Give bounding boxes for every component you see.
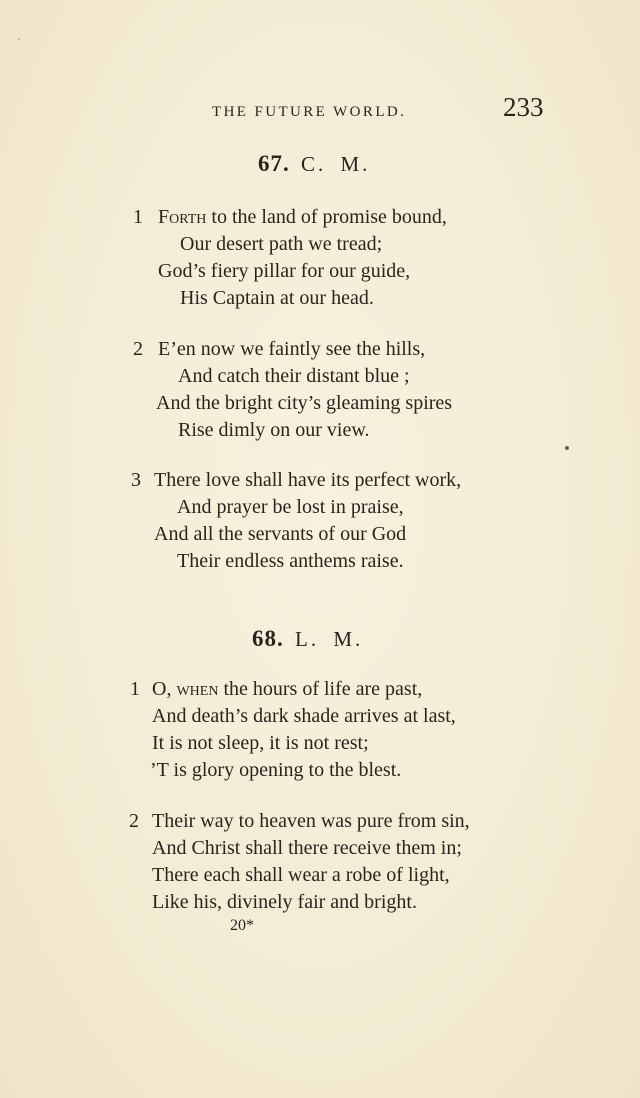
verse-line: And prayer be lost in praise, bbox=[177, 496, 404, 518]
hymn-68-heading bbox=[252, 626, 363, 652]
verse-line: His Captain at our head. bbox=[180, 287, 374, 309]
verse-line: E’en now we faintly see the hills, bbox=[158, 338, 426, 360]
verse-line: ’T is glory opening to the blest. bbox=[150, 759, 402, 781]
stanza-number: 2 bbox=[129, 810, 139, 832]
verse-line: Rise dimly on our view. bbox=[178, 419, 370, 441]
hymn-meter: C. M. bbox=[301, 152, 371, 176]
hymn-67-heading bbox=[258, 151, 370, 177]
verse-line: And the bright city’s gleaming spires bbox=[156, 392, 453, 414]
signature-mark: 20* bbox=[230, 917, 254, 934]
hymn-meter: L. M. bbox=[295, 627, 364, 651]
stanza-number: 1 bbox=[133, 206, 143, 228]
stanza-number: 3 bbox=[131, 469, 141, 491]
hymn-number: 68. bbox=[252, 626, 284, 651]
ink-speck bbox=[565, 446, 569, 450]
verse-first-word: Forth bbox=[158, 206, 207, 228]
verse-line: There each shall wear a robe of light, bbox=[152, 864, 450, 886]
verse-first-word: O, bbox=[152, 678, 177, 700]
verse-line: And catch their distant blue ; bbox=[178, 365, 410, 387]
verse-line: It is not sleep, it is not rest; bbox=[152, 732, 369, 754]
stanza-number: 2 bbox=[133, 338, 143, 360]
verse-line: O, when the hours of life are past, bbox=[152, 678, 423, 700]
verse-line: Forth to the land of promise bound, bbox=[158, 206, 447, 228]
stanza-number: 1 bbox=[130, 678, 140, 700]
verse-first-word-smallcaps: when bbox=[176, 678, 219, 700]
running-head: THE FUTURE WORLD. bbox=[212, 104, 407, 120]
verse-line: And Christ shall there receive them in; bbox=[152, 837, 462, 859]
hymn-number: 67. bbox=[258, 151, 290, 176]
verse-line: Our desert path we tread; bbox=[180, 233, 383, 255]
ink-speck bbox=[18, 38, 20, 40]
verse-line: Their endless anthems raise. bbox=[177, 550, 404, 572]
verse-line: There love shall have its perfect work, bbox=[154, 469, 462, 491]
verse-line: And all the servants of our God bbox=[154, 523, 407, 545]
verse-line: God’s fiery pillar for our guide, bbox=[158, 260, 411, 282]
verse-line: Their way to heaven was pure from sin, bbox=[152, 810, 470, 832]
verse-line: And death’s dark shade arrives at last, bbox=[152, 705, 456, 727]
page-number: 233 bbox=[503, 92, 544, 122]
verse-line: Like his, divinely fair and bright. bbox=[152, 891, 417, 913]
